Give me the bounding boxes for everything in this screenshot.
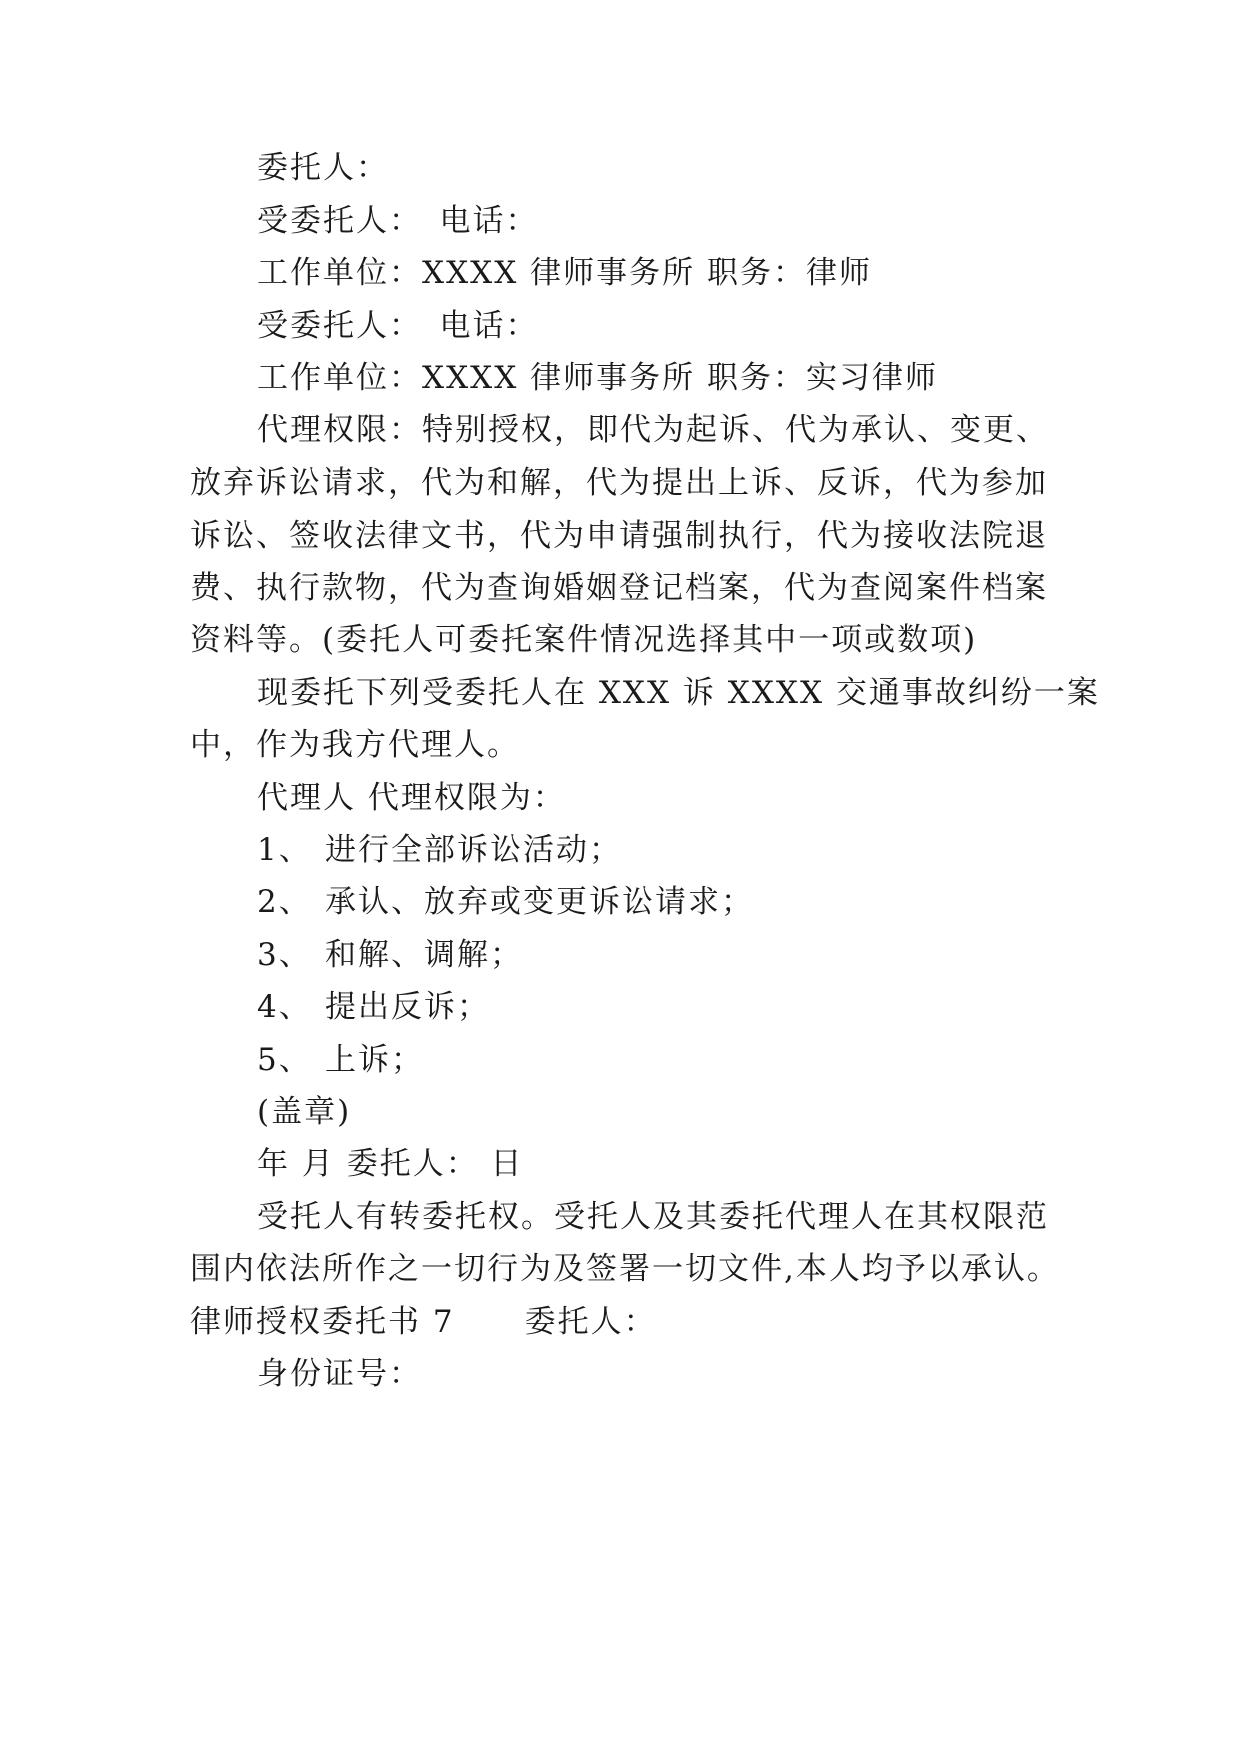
agent-phone-line: 受委托人： 电话：: [257, 203, 539, 239]
list-item-number: 5、: [257, 1042, 312, 1078]
list-item: [257, 935, 523, 975]
list-item-text: 提出反诉；: [325, 989, 490, 1025]
section-title: 律师授权委托书 7: [190, 1304, 455, 1340]
list-item: [257, 882, 754, 922]
list-item: [257, 1040, 424, 1080]
list-item-text: 承认、放弃或变更诉讼请求；: [325, 884, 754, 920]
principal-label: 委托人：: [524, 1304, 657, 1340]
list-item-number: 4、: [257, 989, 312, 1025]
list-item: [257, 830, 622, 870]
section-title-line: [190, 1302, 657, 1342]
list-item-number: 1、: [257, 832, 312, 868]
list-item-text: 和解、调解；: [325, 937, 523, 973]
authority-paragraph-line: 诉讼、签收法律文书，代为申请强制执行，代为接收法院退: [190, 518, 1048, 554]
agent-workplace-line: 工作单位：XXXX 律师事务所 职务：律师: [257, 255, 872, 291]
transfer-paragraph-line: 围内依法所作之一切行为及签署一切文件,本人均予以承认。: [190, 1251, 1060, 1287]
commission-paragraph-line: 现委托下列受委托人在 XXX 诉 XXXX 交通事故纠纷一案: [257, 675, 1100, 711]
principal-line: 委托人：: [257, 150, 389, 186]
authority-list-heading: 代理人 代理权限为：: [257, 780, 566, 816]
list-item: [257, 987, 490, 1027]
list-item-text: 进行全部诉讼活动；: [325, 832, 622, 868]
authority-paragraph-line: 代理权限：特别授权，即代为起诉、代为承认、变更、: [257, 412, 1049, 448]
authority-paragraph-line: 费、执行款物，代为查询婚姻登记档案，代为查阅案件档案: [190, 570, 1048, 606]
date-line: 年 月 委托人： 日: [257, 1146, 524, 1182]
agent-workplace-line-2: 工作单位：XXXX 律师事务所 职务：实习律师: [257, 360, 938, 396]
list-item-text: 上诉；: [325, 1042, 424, 1078]
list-item-number: 3、: [257, 937, 312, 973]
commission-paragraph-line: 中，作为我方代理人。: [190, 727, 520, 763]
authority-paragraph-line: 资料等。(委托人可委托案件情况选择其中一项或数项): [190, 622, 978, 658]
agent-phone-line-2: 受委托人： 电话：: [257, 308, 539, 344]
list-item-number: 2、: [257, 884, 312, 920]
transfer-paragraph-line: 受托人有转委托权。受托人及其委托代理人在其权限范: [257, 1199, 1049, 1235]
authority-paragraph-line: 放弃诉讼请求，代为和解，代为提出上诉、反诉，代为参加: [190, 465, 1048, 501]
seal-note: (盖章): [257, 1094, 352, 1130]
id-number-line: 身份证号：: [257, 1356, 422, 1392]
